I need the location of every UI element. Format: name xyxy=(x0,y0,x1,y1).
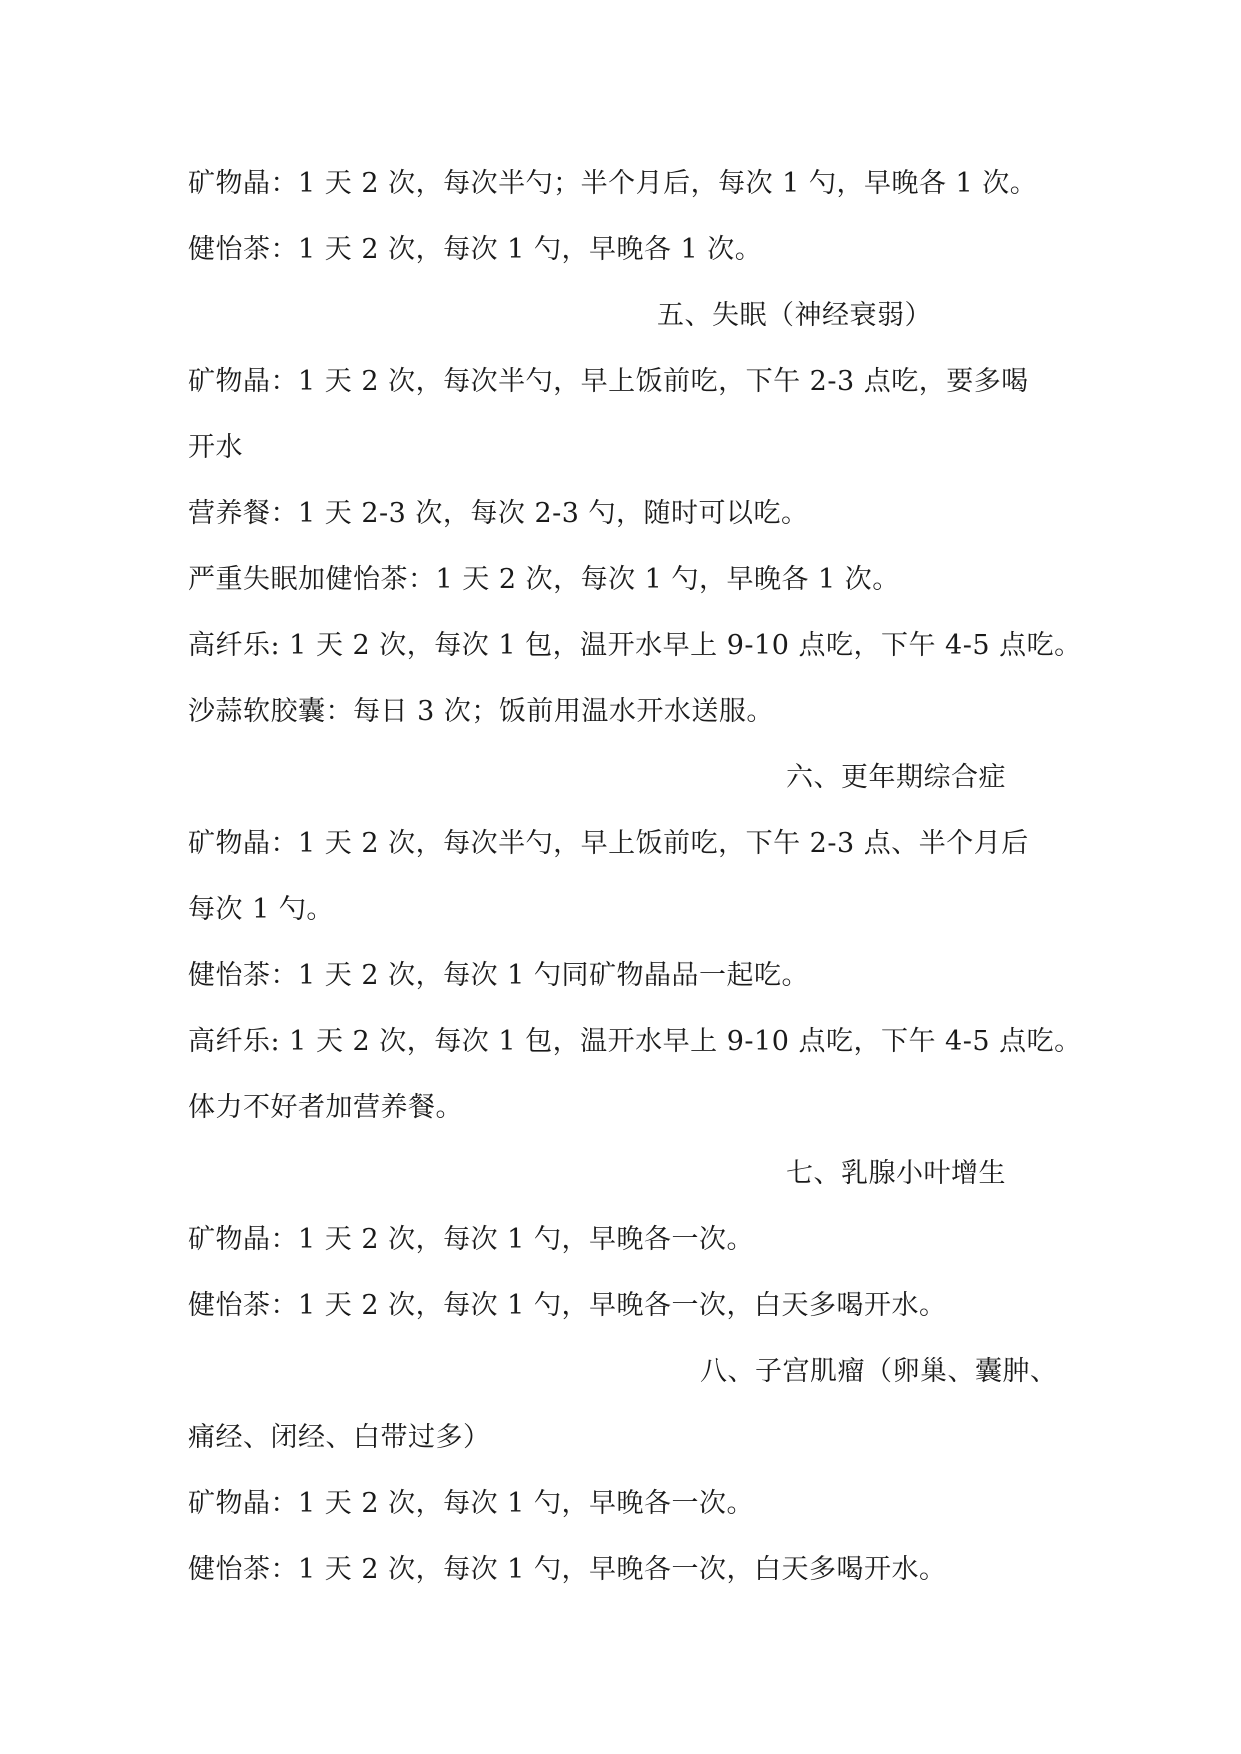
text-line: 矿物晶：1 天 2 次，每次半勺，早上饭前吃，下午 2-3 点、半个月后 xyxy=(188,828,1029,859)
text-line: 体力不好者加营养餐。 xyxy=(188,1092,463,1123)
section-heading: 五、失眠（神经衰弱） xyxy=(657,300,932,331)
text-line: 矿物晶：1 天 2 次，每次 1 勺，早晚各一次。 xyxy=(188,1224,754,1255)
section-heading-continued: 痛经、闭经、白带过多） xyxy=(188,1422,491,1453)
text-line: 严重失眠加健怡茶：1 天 2 次，每次 1 勺，早晚各 1 次。 xyxy=(188,564,900,595)
text-line: 高纤乐: 1 天 2 次，每次 1 包，温开水早上 9-10 点吃，下午 4-5 点吃。 xyxy=(188,630,1082,661)
section-heading: 七、乳腺小叶增生 xyxy=(786,1158,1006,1189)
section-heading: 八、子宫肌瘤（卵巢、囊肿、 xyxy=(700,1356,1058,1387)
text-line: 健怡茶：1 天 2 次，每次 1 勺，早晚各一次，白天多喝开水。 xyxy=(188,1290,947,1321)
text-line: 健怡茶：1 天 2 次，每次 1 勺，早晚各 1 次。 xyxy=(188,234,763,265)
text-line: 健怡茶：1 天 2 次，每次 1 勺，早晚各一次，白天多喝开水。 xyxy=(188,1554,947,1585)
section-heading: 六、更年期综合症 xyxy=(786,762,1006,793)
text-line: 每次 1 勺。 xyxy=(188,894,334,925)
text-line: 营养餐：1 天 2-3 次，每次 2-3 勺，随时可以吃。 xyxy=(188,498,809,529)
text-line: 高纤乐: 1 天 2 次，每次 1 包，温开水早上 9-10 点吃，下午 4-5 点吃。 xyxy=(188,1026,1082,1057)
text-line: 沙蒜软胶囊：每日 3 次；饭前用温水开水送服。 xyxy=(188,696,774,727)
text-line: 矿物晶：1 天 2 次，每次 1 勺，早晚各一次。 xyxy=(188,1488,754,1519)
text-line: 健怡茶：1 天 2 次，每次 1 勺同矿物晶品一起吃。 xyxy=(188,960,809,991)
text-line: 开水 xyxy=(188,432,243,463)
text-line: 矿物晶：1 天 2 次，每次半勺，早上饭前吃，下午 2-3 点吃，要多喝 xyxy=(188,366,1029,397)
text-line: 矿物晶：1 天 2 次，每次半勺；半个月后，每次 1 勺，早晚各 1 次。 xyxy=(188,168,1038,199)
